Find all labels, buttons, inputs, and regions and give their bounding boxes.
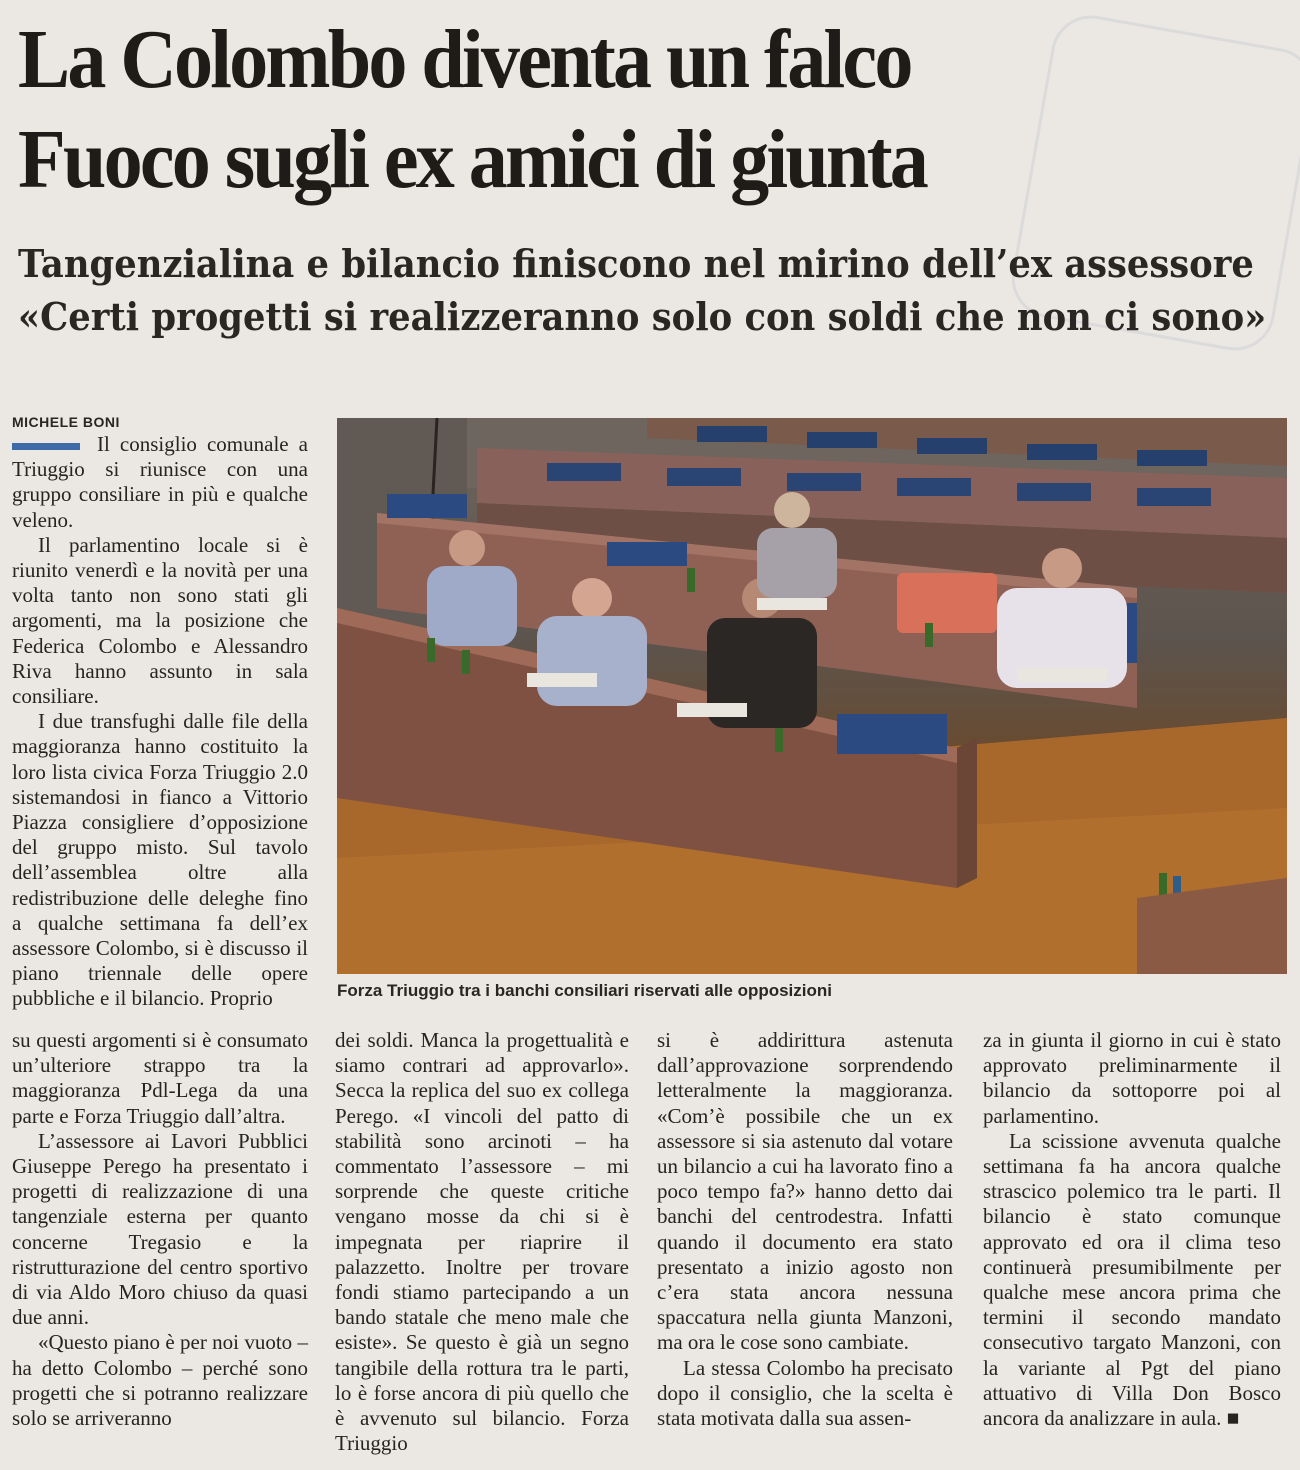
photo-illustration bbox=[337, 418, 1287, 974]
article-column-3 bbox=[657, 1028, 953, 1431]
article-paragraph: si è addirittura astenuta dall’approvazione sorprendendo letteralmente la maggioranza. «Com’è possibile che un ex assessore si sia astenuto dal votare un bilancio a cui ha lavorato fino a poco tempo fa?» hanno detto dai banchi del centrodestra. Infatti quando il documento era stato presentato a inizio agosto non c’era stata ancora nessuna spaccatura nella giunta Manzoni, ma ora le cose sono cambiate. bbox=[657, 1028, 953, 1355]
article-paragraph: za in giunta il giorno in cui è stato approvato preliminarmente il bilancio da sottoporre poi al parlamentino. bbox=[983, 1028, 1281, 1128]
article-paragraph: I due transfughi dalle file della maggioranza hanno costituito la loro lista civica Forza Triuggio 2.0 sistemandosi in fianco a Vittorio Piazza consigliere d’opposizione del gruppo misto. Sul tavolo dell’assemblea oltre alla redistribuzione delle deleghe fino a qualche settimana fa dell’ex assessore Colombo, si è discusso il piano triennale delle opere pubbliche e il bilancio. Proprio bbox=[12, 709, 308, 1011]
article-paragraph: «Questo piano è per noi vuoto – ha detto Colombo – perché sono progetti che si potranno realizzare solo se arriveranno bbox=[12, 1330, 308, 1431]
article-column-1-bottom bbox=[12, 1028, 308, 1431]
article-paragraph: Il consiglio comunale a Triuggio si riunisce con una gruppo consiliare in più e qualche veleno. bbox=[12, 432, 308, 532]
headline-line-1: La Colombo diventa un falco bbox=[18, 13, 911, 106]
article-column-1-top bbox=[12, 432, 308, 1012]
article-column-2 bbox=[335, 1028, 629, 1456]
article-paragraph: dei soldi. Manca la progettualità e siamo contrari ad approvarlo». Secca la replica del suo ex collega Perego. «I vincoli del patto di stabilità sono arcinoti – ha commentato l’assessore – mi sorprende che queste critiche vengano mosse da chi si è impegnata per riaprire il palazzetto. Inoltre per trovare fondi stiamo partecipando a un bando statale che meno male che esiste». Se questo è già un segno tangibile della rottura tra le parti, lo è forse ancora di più quello che è avvenuto sul bilancio. Forza Triuggio bbox=[335, 1028, 629, 1456]
article-paragraph: Il parlamentino locale si è riunito venerdì e la novità per una volta tanto non sono stati gli argomenti, ma la posizione che Federica Colombo e Alessandro Riva hanno assunto in sala consiliare. bbox=[12, 532, 308, 709]
subheadline-quote: «Certi progetti si realizzeranno solo con soldi che non ci sono» bbox=[18, 294, 1267, 339]
author-byline: MICHELE BONI bbox=[12, 414, 120, 430]
article-column-4 bbox=[983, 1028, 1281, 1431]
article-paragraph: La stessa Colombo ha precisato dopo il consiglio, che la scelta è stata motivata dalla sua assen- bbox=[657, 1355, 953, 1431]
headline-line-2: Fuoco sugli ex amici di giunta bbox=[18, 113, 927, 206]
article-paragraph: La scissione avvenuta qualche settimana fa ha ancora qualche strascico polemico tra le parti. Il bilancio è stato comunque approvato ed ora il clima teso continuerà presumibilmente per qualche mese ancora prima che termini il secondo mandato consecutivo targato Manzoni, con la variante al Pgt del piano attuativo di Villa Don Bosco ancora da analizzare in aula. ■ bbox=[983, 1128, 1281, 1431]
council-chamber-photo bbox=[337, 418, 1287, 974]
article-paragraph: su questi argomenti si è consumato un’ulteriore strappo tra la maggioranza Pdl-Lega da una parte e Forza Triuggio dall’altra. bbox=[12, 1028, 308, 1128]
photo-caption: Forza Triuggio tra i banchi consiliari riservati alle opposizioni bbox=[337, 981, 832, 1000]
article-paragraph: L’assessore ai Lavori Pubblici Giuseppe Perego ha presentato i progetti di realizzazione di una tangenziale esterna per quanto concerne Tregasio e la ristrutturazione del centro sportivo di via Aldo Moro chiuso da quasi due anni. bbox=[12, 1128, 308, 1330]
subheadline-line-1: Tangenzialina e bilancio finiscono nel mirino dell’ex assessore bbox=[18, 241, 1254, 286]
